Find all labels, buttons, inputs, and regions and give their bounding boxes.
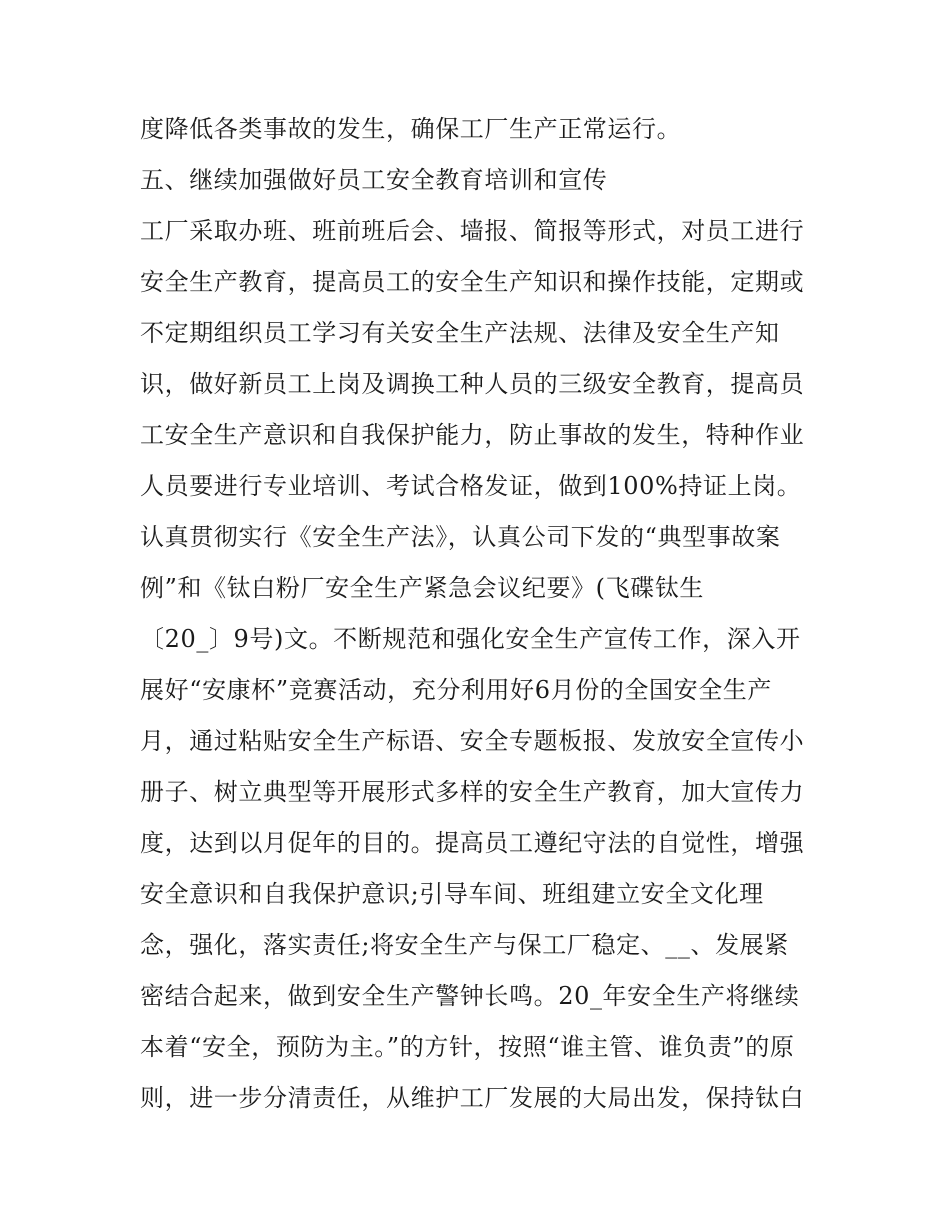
text-line: 度，达到以月促年的目的。提高员工遵纪守法的自觉性，增强	[140, 829, 805, 857]
text-line: 则，进一步分清责任，从维护工厂发展的大局出发，保持钛白	[140, 1084, 805, 1112]
text-line: 展好“安康杯”竞赛活动，充分利用好6月份的全国安全生产	[140, 676, 773, 704]
text-line: 念，强化，落实责任;将安全生产与保工厂稳定、__、发展紧	[140, 931, 789, 959]
text-line: 识，做好新员工上岗及调换工种人员的三级安全教育，提高员	[140, 370, 805, 398]
document-body	[140, 104, 830, 1124]
text-line: 工厂采取办班、班前班后会、墙报、简报等形式，对员工进行	[140, 217, 805, 245]
text-line: 例”和《钛白粉厂安全生产紧急会议纪要》(飞碟钛生	[140, 574, 705, 602]
text-line: 月，通过粘贴安全生产标语、安全专题板报、发放安全宣传小	[140, 727, 805, 755]
text-line: 认真贯彻实行《安全生产法》，认真公司下发的“典型事故案	[140, 523, 781, 551]
text-line: 安全生产教育，提高员工的安全生产知识和操作技能，定期或	[140, 268, 805, 296]
text-line: 册子、树立典型等开展形式多样的安全生产教育，加大宣传力	[140, 778, 805, 806]
text-line: 安全意识和自我保护意识;引导车间、班组建立安全文化理	[140, 880, 764, 908]
text-line: 人员要进行专业培训、考试合格发证，做到100%持证上岗。	[140, 472, 802, 500]
text-line: 密结合起来，做到安全生产警钟长鸣。20_年安全生产将继续	[140, 982, 800, 1010]
text-line: 本着“安全，预防为主。”的方针，按照“谁主管、谁负责”的原	[140, 1033, 795, 1061]
text-line: 工安全生产意识和自我保护能力，防止事故的发生，特种作业	[140, 421, 805, 449]
text-line: 度降低各类事故的发生，确保工厂生产正常运行。	[140, 115, 682, 143]
section-heading: 五、继续加强做好员工安全教育培训和宣传	[140, 166, 608, 194]
text-line: 〔20_〕9号)文。不断规范和强化安全生产宣传工作，深入开	[140, 625, 801, 653]
text-line: 不定期组织员工学习有关安全生产法规、法律及安全生产知	[140, 319, 780, 347]
